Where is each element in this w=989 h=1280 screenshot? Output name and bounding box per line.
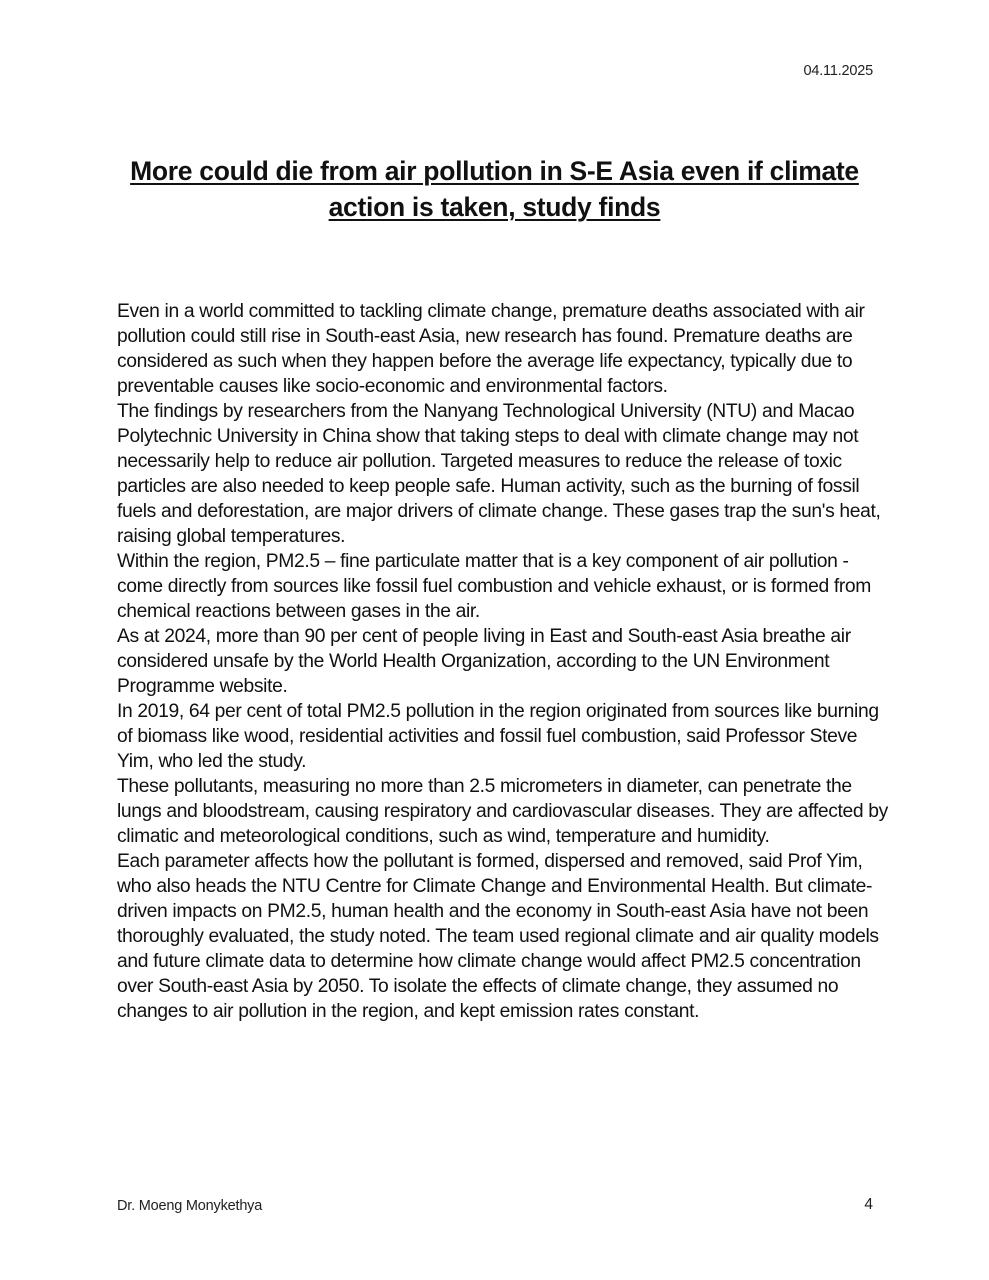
- article-body: [117, 299, 897, 1024]
- paragraph: Within the region, PM2.5 – fine particulate matter that is a key component of air pollution - come directly from sources like fossil fuel combustion and vehicle exhaust, or is formed from chemical reactions between gases in the air.: [117, 551, 872, 622]
- article-title: More could die from air pollution in S-E Asia even if climate action is taken, study finds: [130, 156, 859, 222]
- page-number: 4: [864, 1196, 873, 1213]
- paragraph: Even in a world committed to tackling climate change, premature deaths associated with air pollution could still rise in South-east Asia, new research has found. Premature deaths are considered as such when they happen before the average life expectancy, typically due to preventable causes like socio-economic and environmental factors.: [117, 301, 865, 397]
- header-date: 04.11.2025: [803, 63, 873, 79]
- paragraph: In 2019, 64 per cent of total PM2.5 pollution in the region originated from sources like burning of biomass like wood, residential activities and fossil fuel combustion, said Professor Steve Yim, who led the study.: [117, 701, 879, 772]
- paragraph: The findings by researchers from the Nanyang Technological University (NTU) and Macao Polytechnic University in China show that taking steps to deal with climate change may not necessarily help to reduce air pollution. Targeted measures to reduce the release of toxic particles are also needed to keep people safe. Human activity, such as the burning of fossil fuels and deforestation, are major drivers of climate change. These gases trap the sun's heat, raising global temperatures.: [117, 401, 881, 547]
- paragraph: As at 2024, more than 90 per cent of people living in East and South-east Asia breathe air considered unsafe by the World Health Organization, according to the UN Environment Programme website.: [117, 626, 851, 697]
- footer-author: Dr. Moeng Monykethya: [117, 1198, 263, 1214]
- paragraph: These pollutants, measuring no more than 2.5 micrometers in diameter, can penetrate the lungs and bloodstream, causing respiratory and cardiovascular diseases. They are affected by climatic and meteorological conditions, such as wind, temperature and humidity.: [117, 776, 888, 847]
- paragraph: Each parameter affects how the pollutant is formed, dispersed and removed, said Prof Yim, who also heads the NTU Centre for Climate Change and Environmental Health. But climate-driven impacts on PM2.5, human health and the economy in South-east Asia have not been thoroughly evaluated, the study noted. The team used regional climate and air quality models and future climate data to determine how climate change would affect PM2.5 concentration over South-east Asia by 2050. To isolate the effects of climate change, they assumed no changes to air pollution in the region, and kept emission rates constant.: [117, 851, 879, 1022]
